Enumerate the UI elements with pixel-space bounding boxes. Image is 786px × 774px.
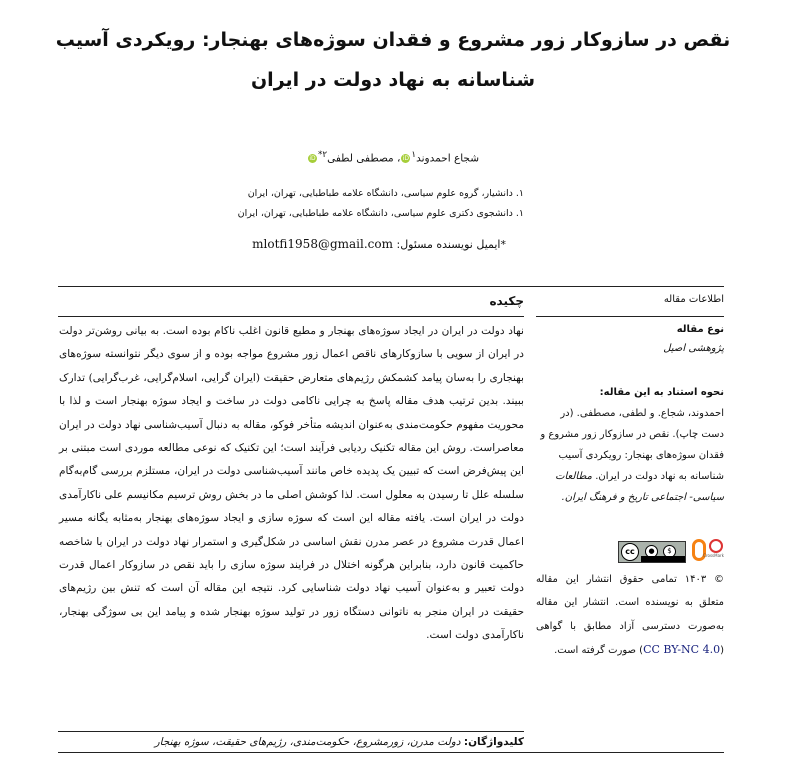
crossmark-label: CrossMark	[703, 553, 724, 558]
keywords	[59, 736, 524, 748]
license-link[interactable]: CC BY-NC 4.0	[643, 643, 721, 657]
license-end: ) صورت گرفته است.	[554, 645, 644, 657]
article-type-label: نوع مقاله	[676, 324, 724, 335]
email-label: *ایمیل نویسنده مسئول:	[396, 238, 506, 251]
license-text: © ۱۴۰۳ تمامی حقوق انتشار این مقاله متعلق به نویسنده است. انتشار این مقاله به‌صورت دسترسی آزاد مطابق با گواهی (	[536, 574, 725, 657]
article-type	[536, 324, 724, 354]
affiliation-2: ۱. دانشجوی دکتری علوم سیاسی، دانشگاه علامه طباطبایی، تهران، ایران	[237, 208, 524, 219]
attribution-icon: ●	[645, 545, 658, 558]
author-separator: ،	[393, 152, 401, 165]
author-line	[150, 150, 636, 165]
email-address-link[interactable]: mlotfi1958@gmail.com	[252, 237, 393, 251]
noncommercial-icon: $	[663, 545, 676, 558]
author-2-affil-mark: ۲*	[317, 150, 328, 160]
sidebar-header-divider	[536, 316, 724, 317]
citation-block	[536, 382, 724, 508]
author-1-name[interactable]: شجاع احمدوند	[416, 152, 479, 165]
article-info-header: اطلاعات مقاله	[663, 294, 724, 305]
cc-by-nc-badge-icon[interactable]	[618, 541, 686, 563]
author-2-name[interactable]: مصطفی لطفی	[327, 152, 394, 165]
corresponding-email	[200, 237, 506, 251]
top-divider	[58, 286, 724, 287]
abstract-header-divider	[58, 316, 524, 317]
citation-journal: مطالعات سیاسی- اجتماعی تاریخ و فرهنگ ایران.	[555, 471, 724, 503]
article-type-value: پژوهشی اصیل	[663, 343, 724, 354]
badge-strip	[641, 556, 685, 562]
license-badges	[536, 537, 724, 567]
orcid-icon[interactable]: iD	[402, 155, 410, 162]
affiliation-1: ۱. دانشیار، گروه علوم سیاسی، دانشگاه علامه طباطبایی، تهران، ایران	[247, 188, 524, 199]
affiliations	[200, 184, 524, 224]
crossmark-ring	[709, 539, 723, 553]
citation-label: نحوه استناد به این مقاله:	[599, 387, 724, 398]
abstract-body: نهاد دولت در ایران در ایجاد سوژه‌های بهنجار و مطیع قانون اغلب ناکام بوده است. به بیانی روشن‌تر دولت در ایران از سویی با سازوکارهای ناقص اعمال زور مشروع مواجه بوده و از سوی دیگر نتوانسته سوژه‌های بهنجاری را به‌سان پیامد کشمکش رژیم‌های متعارض حقیقت (ایران گرایی، اسلام‌گرایی، غرب‌گرایی) تدارک ببیند. بدین ترتیب هدف مقاله پاسخ به چرایی ناکامی دولت در ساخت و ایجاد سوژه بهنجار است و لذا با محوریت مفهوم حکومت‌مندی به‌عنوان اندیشه متأخر فوکو، مقاله به دنبال آسیب‌شناسی نهاد دولت در ایران معاصراست. روش این مقاله تکنیک ردیابی فرآیند است؛ این تکنیک که نوعی مطالعه موردی است مبتنی بر این پیش‌فرض است که تبیین یک پدیده خاص مانند آسیب‌شناسی دولت در ایران، مستلزم بررسی گام‌به‌گام سلسله علل تا رسیدن به معلول است. لذا کوشش اصلی ما در بخش روش ترسیم مکانیسم علی ناکارآمدی دولت در ایران است. یافته مقاله این است که سوژه سازی و ایجاد سوژه‌های بهنجار به‌مثابه یگانه مسیر اعمال قدرت مشروع در عصر مدرن نقش اساسی در شکل‌گیری و استمرار نهاد دولت در ایران با شاخصه حاکمیت قانون دارد، بنابراین هرگونه اختلال در فرایند سوژه سازی را باید نقص در سازوکار اعمال قدرت دولت تعبیر و به‌عنوان آسیب نهاد دولت شناسایی کرد. نتیجه این مقاله آن است که تنش بین رژیم‌های حقیقت در ایران منجر به ناتوانی دستگاه زور در تولید سوژه بهنجار شده و پیامد این بی سوژگی بهنجار، ناکارآمدی دولت است.	[59, 325, 524, 642]
keywords-divider	[58, 731, 524, 732]
crossmark-icon[interactable]	[703, 539, 724, 561]
article-title: نقص در سازوکار زور مشروع و فقدان سوژه‌های بهنجار: رویکردی آسیب شناسانه به نهاد دولت در ایران	[55, 29, 731, 91]
author-1-affil-mark: ۱	[411, 150, 417, 160]
orcid-icon[interactable]: iD	[309, 155, 316, 162]
bottom-divider	[58, 752, 724, 753]
citation-text: احمدوند، شجاع. و لطفی، مصطفی. (در دست چاپ). نقص در سازوکار زور مشروع و فقدان سوژه‌های بهنجار: رویکردی آسیب شناسانه به نهاد دولت در ایران.	[540, 408, 724, 482]
abstract-header: چکیده	[489, 294, 524, 308]
keywords-value: دولت مدرن، زورمشروع، حکومت‌مندی، رژیم‌های حقیقت، سوژه بهنجار	[154, 736, 461, 748]
keywords-label: کلیدواژگان:	[463, 736, 524, 748]
license-statement	[536, 568, 724, 663]
cc-logo-icon: cc	[621, 543, 639, 561]
